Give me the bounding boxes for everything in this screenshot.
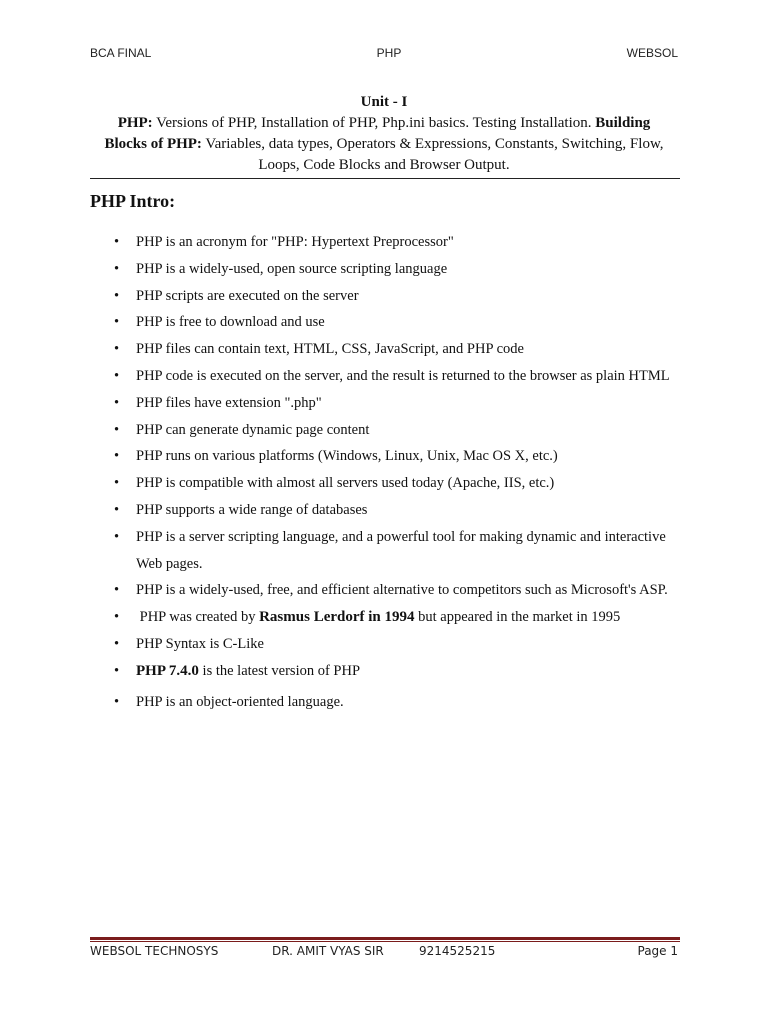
version-text: is the latest version of PHP [198,662,361,679]
list-item: • PHP files can contain text, HTML, CSS, JavaScript, and PHP code [90,336,680,363]
unit-line2-text: Variables, data types, Operators & Expressions, Constants, Switching, Flow, [201,136,664,152]
unit-line-2 [90,134,678,155]
footer-rule-thin [90,941,680,942]
header-right: WEBSOL [626,46,678,60]
footer-company: WEBSOL TECHNOSYS [90,944,219,958]
list-item: • PHP can generate dynamic page content [90,417,680,444]
list-item: • PHP is an object-oriented language. [90,689,680,716]
header-center: PHP [376,46,402,60]
unit-title: Unit - I [360,94,408,110]
list-item: • PHP is compatible with almost all servers used today (Apache, IIS, etc.) [90,470,680,497]
intro-points [90,229,680,715]
list-item: • PHP is a widely-used, open source scripting language [90,256,680,283]
list-item: • PHP code is executed on the server, and the result is returned to the browser as plain HTML [90,363,680,390]
page-header [90,46,678,60]
section-title: PHP Intro: [90,191,176,211]
unit-line1-text: Versions of PHP, Installation of PHP, Php.ini basics. Testing Installation. [152,115,596,131]
creator-name: Rasmus Lerdorf in 1994 [259,609,415,626]
unit-line2-bold: Blocks of PHP: [104,136,202,152]
creator-pre: PHP was created by [139,609,260,626]
list-item: • PHP is free to download and use [90,309,680,336]
unit-line1-bold2: Building [595,115,651,131]
unit-line-3: Loops, Code Blocks and Browser Output. [258,157,510,173]
unit-summary [90,92,678,176]
header-left: BCA FINAL [90,46,152,60]
footer-rule-thick [90,937,680,940]
unit-line-1 [90,113,678,134]
list-item: • PHP Syntax is C-Like [90,631,680,658]
list-item: • PHP is a server scripting language, and a powerful tool for making dynamic and interactive Web pages. [90,524,680,578]
list-item: • PHP files have extension ".php" [90,390,680,417]
unit-line1-bold: PHP: [117,115,153,131]
list-item: • PHP runs on various platforms (Windows, Linux, Unix, Mac OS X, etc.) [90,443,680,470]
footer-teacher: DR. AMIT VYAS SIR [272,944,384,958]
footer-phone: 9214525215 [419,944,496,958]
list-item: • PHP is an acronym for "PHP: Hypertext Preprocessor" [90,229,680,256]
list-item-version [90,658,680,685]
version-number: PHP 7.4.0 [136,662,199,679]
list-item: • PHP scripts are executed on the server [90,283,680,310]
list-item-creator [90,604,680,631]
footer-page-number: Page 1 [637,944,678,958]
creator-post: but appeared in the market in 1995 [414,609,621,626]
list-item: • PHP supports a wide range of databases [90,497,680,524]
title-divider [90,178,680,179]
list-item: • PHP is a widely-used, free, and efficient alternative to competitors such as Microsoft's ASP. [90,577,680,604]
